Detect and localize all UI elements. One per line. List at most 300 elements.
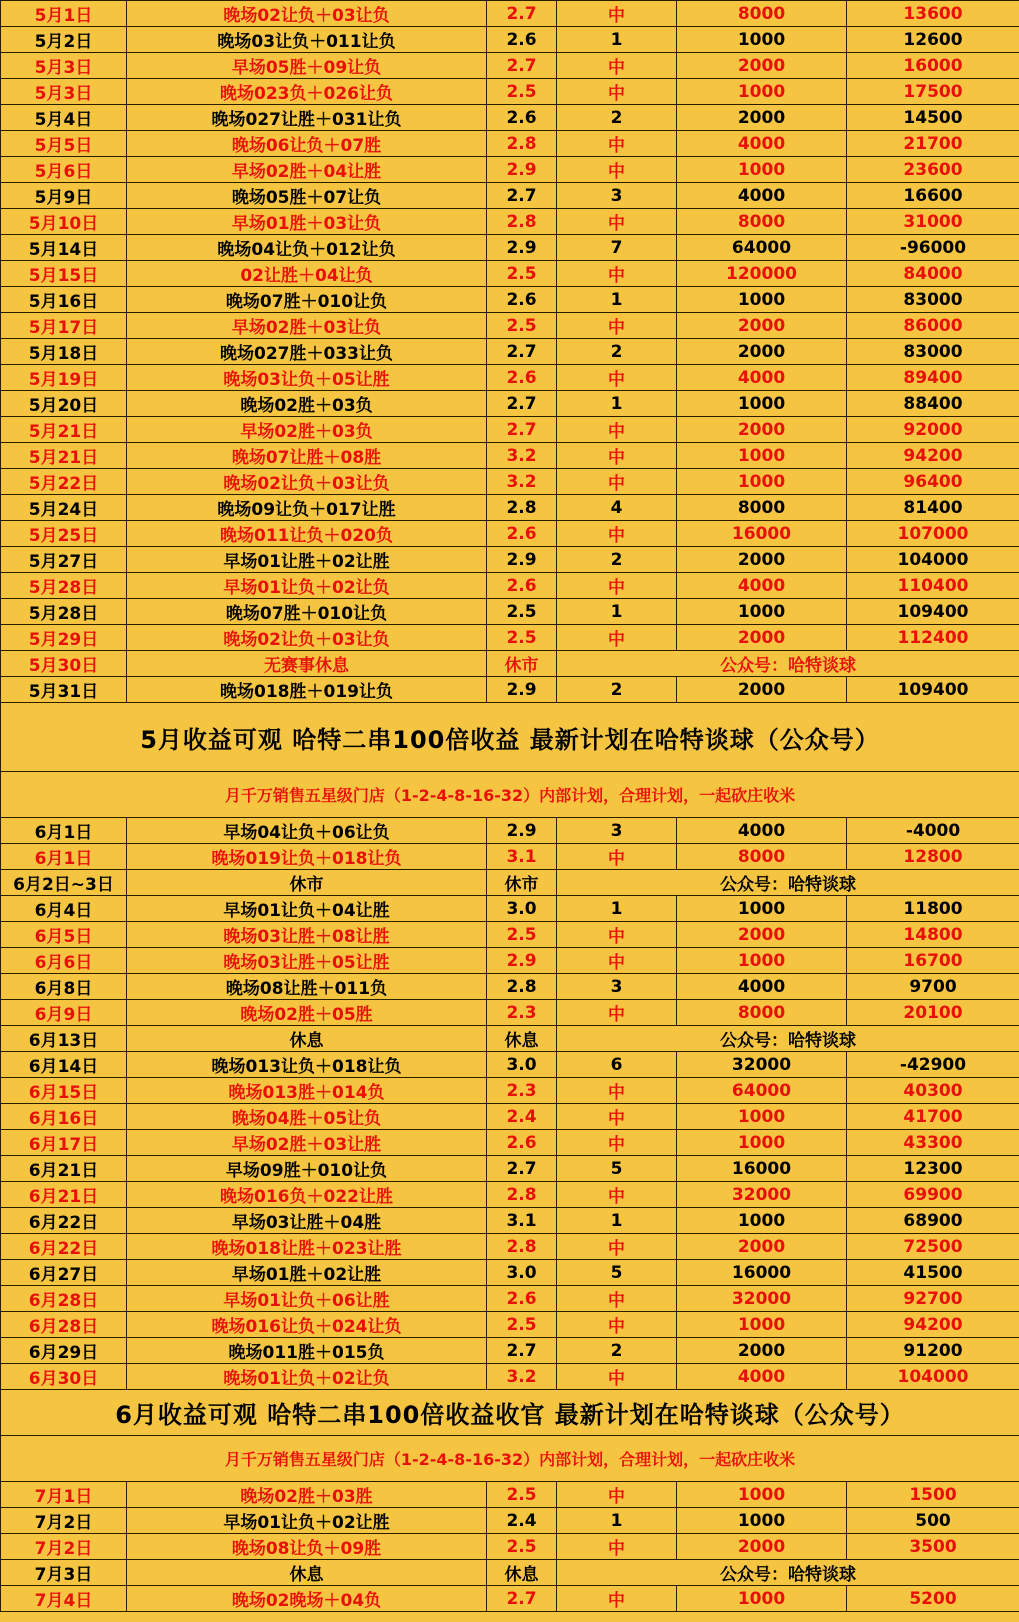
table-row (1, 1104, 1019, 1130)
total-cell: 500 (847, 1508, 1019, 1534)
result-cell: 2 (557, 547, 677, 573)
bet-cell: 晚场03让负＋05让胜 (127, 365, 487, 391)
odds-cell: 2.3 (487, 1000, 557, 1026)
bet-cell: 早场04让负＋06让负 (127, 818, 487, 844)
result-cell: 中 (557, 1586, 677, 1612)
result-cell: 中 (557, 922, 677, 948)
result-cell: 1 (557, 1208, 677, 1234)
result-cell: 中 (557, 313, 677, 339)
table-row (1, 922, 1019, 948)
stake-cell: 4000 (677, 365, 847, 391)
odds-cell: 2.6 (487, 365, 557, 391)
table-row (1, 1260, 1019, 1286)
total-cell: 41700 (847, 1104, 1019, 1130)
bet-cell: 晚场08让胜＋011负 (127, 974, 487, 1000)
odds-cell: 3.0 (487, 1052, 557, 1078)
odds-cell: 2.3 (487, 1078, 557, 1104)
odds-cell: 2.5 (487, 599, 557, 625)
odds-cell: 2.6 (487, 1286, 557, 1312)
bet-cell: 晚场02胜＋03胜 (127, 1482, 487, 1508)
stake-cell: 1000 (677, 1508, 847, 1534)
result-cell: 5 (557, 1260, 677, 1286)
table-row (1, 1364, 1019, 1390)
table-row (1, 1078, 1019, 1104)
bet-cell: 早场09胜＋010让负 (127, 1156, 487, 1182)
table-row (1, 1234, 1019, 1260)
bet-cell: 晚场04让负＋012让负 (127, 235, 487, 261)
odds-cell: 2.6 (487, 27, 557, 53)
stake-cell: 2000 (677, 1534, 847, 1560)
table-row (1, 1026, 1019, 1052)
date-cell: 5月3日 (1, 79, 127, 105)
date-cell: 5月28日 (1, 599, 127, 625)
stake-cell: 2000 (677, 53, 847, 79)
bet-cell: 晚场019让负＋018让负 (127, 844, 487, 870)
promo-row (1, 1436, 1019, 1482)
bet-cell: 02让胜＋04让负 (127, 261, 487, 287)
result-cell: 中 (557, 1130, 677, 1156)
total-cell: -42900 (847, 1052, 1019, 1078)
stake-cell: 1000 (677, 287, 847, 313)
odds-cell: 2.7 (487, 1338, 557, 1364)
table-row (1, 974, 1019, 1000)
stake-cell: 2000 (677, 922, 847, 948)
table-row (1, 1, 1019, 27)
bet-cell: 早场02胜＋03让负 (127, 313, 487, 339)
bet-cell: 早场03让胜＋04胜 (127, 1208, 487, 1234)
bet-cell: 晚场016让负＋024让负 (127, 1312, 487, 1338)
result-cell: 1 (557, 391, 677, 417)
total-cell: 20100 (847, 1000, 1019, 1026)
total-cell: -96000 (847, 235, 1019, 261)
bet-cell: 晚场02让负＋03让负 (127, 625, 487, 651)
date-cell: 5月14日 (1, 235, 127, 261)
total-cell: 14800 (847, 922, 1019, 948)
date-cell: 6月5日 (1, 922, 127, 948)
table-row (1, 261, 1019, 287)
result-cell: 中 (557, 948, 677, 974)
table-row (1, 1534, 1019, 1560)
total-cell: 68900 (847, 1208, 1019, 1234)
bet-cell: 晚场06让负＋07胜 (127, 131, 487, 157)
table-row (1, 1338, 1019, 1364)
result-cell: 中 (557, 1, 677, 27)
bet-cell: 晚场013让负＋018让负 (127, 1052, 487, 1078)
total-cell: 12800 (847, 844, 1019, 870)
date-cell: 6月30日 (1, 1364, 127, 1390)
total-cell: 92000 (847, 417, 1019, 443)
total-cell: 81400 (847, 495, 1019, 521)
table-row (1, 1156, 1019, 1182)
total-cell: -4000 (847, 818, 1019, 844)
odds-cell: 2.7 (487, 183, 557, 209)
odds-cell: 2.8 (487, 131, 557, 157)
total-cell: 1500 (847, 1482, 1019, 1508)
date-cell: 5月6日 (1, 157, 127, 183)
stake-cell: 1000 (677, 948, 847, 974)
total-cell: 12600 (847, 27, 1019, 53)
stake-cell: 1000 (677, 443, 847, 469)
stake-cell: 1000 (677, 1130, 847, 1156)
date-cell: 5月22日 (1, 469, 127, 495)
bet-cell: 晚场07让胜＋08胜 (127, 443, 487, 469)
total-cell: 11800 (847, 896, 1019, 922)
result-cell: 中 (557, 1104, 677, 1130)
table-row (1, 1586, 1019, 1612)
total-cell: 72500 (847, 1234, 1019, 1260)
bet-cell: 早场01胜＋03让负 (127, 209, 487, 235)
stake-cell: 2000 (677, 547, 847, 573)
table-row (1, 287, 1019, 313)
bet-cell: 晚场016负＋022让胜 (127, 1182, 487, 1208)
stake-cell: 8000 (677, 495, 847, 521)
date-cell: 6月27日 (1, 1260, 127, 1286)
bet-cell: 无赛事休息 (127, 651, 487, 677)
date-cell: 5月28日 (1, 573, 127, 599)
bet-cell: 晚场07胜＋010让负 (127, 287, 487, 313)
date-cell: 6月4日 (1, 896, 127, 922)
stake-cell: 8000 (677, 1, 847, 27)
odds-cell: 2.8 (487, 974, 557, 1000)
bet-cell: 早场05胜＋09让负 (127, 53, 487, 79)
table-row (1, 1130, 1019, 1156)
odds-cell: 2.6 (487, 105, 557, 131)
stake-cell: 32000 (677, 1052, 847, 1078)
stake-cell: 8000 (677, 844, 847, 870)
summary-banner: 6月收益可观 哈特二串100倍收益收官 最新计划在哈特谈球（公众号） (1, 1390, 1019, 1436)
total-cell: 89400 (847, 365, 1019, 391)
date-cell: 5月9日 (1, 183, 127, 209)
date-cell: 5月5日 (1, 131, 127, 157)
table-row (1, 521, 1019, 547)
table-row (1, 1312, 1019, 1338)
total-cell: 83000 (847, 339, 1019, 365)
result-cell: 中 (557, 365, 677, 391)
result-cell: 中 (557, 53, 677, 79)
stake-cell: 1000 (677, 27, 847, 53)
odds-cell: 2.7 (487, 1, 557, 27)
odds-cell: 2.9 (487, 157, 557, 183)
total-cell: 110400 (847, 573, 1019, 599)
total-cell: 96400 (847, 469, 1019, 495)
bet-cell: 早场02胜＋03让胜 (127, 1130, 487, 1156)
bet-cell: 晚场01让负＋02让负 (127, 1364, 487, 1390)
stake-cell: 32000 (677, 1286, 847, 1312)
stake-cell: 120000 (677, 261, 847, 287)
result-cell: 中 (557, 469, 677, 495)
date-cell: 6月28日 (1, 1312, 127, 1338)
date-cell: 5月2日 (1, 27, 127, 53)
stake-cell: 4000 (677, 818, 847, 844)
table-row (1, 209, 1019, 235)
bet-cell: 晚场027让胜＋031让负 (127, 105, 487, 131)
date-cell: 6月6日 (1, 948, 127, 974)
total-cell: 17500 (847, 79, 1019, 105)
odds-cell: 2.5 (487, 922, 557, 948)
stake-cell: 8000 (677, 1000, 847, 1026)
result-cell: 中 (557, 131, 677, 157)
bet-cell: 晚场05胜＋07让负 (127, 183, 487, 209)
table-row (1, 105, 1019, 131)
odds-cell: 休息 (487, 1026, 557, 1052)
stake-cell: 1000 (677, 1104, 847, 1130)
bet-cell: 早场01让负＋02让胜 (127, 1508, 487, 1534)
note-cell: 公众号：哈特谈球 (557, 1026, 1019, 1052)
total-cell: 14500 (847, 105, 1019, 131)
bet-cell: 晚场011胜＋015负 (127, 1338, 487, 1364)
result-cell: 1 (557, 599, 677, 625)
stake-cell: 64000 (677, 235, 847, 261)
bet-cell: 晚场018让胜＋023让胜 (127, 1234, 487, 1260)
bet-cell: 晚场08让负＋09胜 (127, 1534, 487, 1560)
bet-cell: 晚场04胜＋05让负 (127, 1104, 487, 1130)
result-cell: 3 (557, 818, 677, 844)
odds-cell: 2.5 (487, 313, 557, 339)
date-cell: 6月17日 (1, 1130, 127, 1156)
table-row (1, 79, 1019, 105)
date-cell: 6月2日~3日 (1, 870, 127, 896)
table-row (1, 313, 1019, 339)
stake-cell: 1000 (677, 896, 847, 922)
result-cell: 中 (557, 1364, 677, 1390)
result-cell: 中 (557, 1312, 677, 1338)
bet-cell: 晚场02让负＋03让负 (127, 1, 487, 27)
date-cell: 5月19日 (1, 365, 127, 391)
total-cell: 92700 (847, 1286, 1019, 1312)
total-cell: 3500 (847, 1534, 1019, 1560)
total-cell: 94200 (847, 443, 1019, 469)
bet-cell: 早场01让负＋02让负 (127, 573, 487, 599)
odds-cell: 3.2 (487, 469, 557, 495)
result-cell: 中 (557, 79, 677, 105)
date-cell: 5月4日 (1, 105, 127, 131)
stake-cell: 4000 (677, 1364, 847, 1390)
stake-cell: 2000 (677, 677, 847, 703)
total-cell: 40300 (847, 1078, 1019, 1104)
date-cell: 6月28日 (1, 1286, 127, 1312)
bet-cell: 晚场011让负＋020负 (127, 521, 487, 547)
date-cell: 6月29日 (1, 1338, 127, 1364)
result-cell: 中 (557, 521, 677, 547)
total-cell: 84000 (847, 261, 1019, 287)
date-cell: 6月21日 (1, 1182, 127, 1208)
odds-cell: 2.4 (487, 1508, 557, 1534)
result-cell: 5 (557, 1156, 677, 1182)
stake-cell: 1000 (677, 1482, 847, 1508)
date-cell: 5月16日 (1, 287, 127, 313)
table-row (1, 1182, 1019, 1208)
odds-cell: 2.6 (487, 1130, 557, 1156)
result-cell: 中 (557, 1482, 677, 1508)
odds-cell: 3.0 (487, 896, 557, 922)
result-cell: 中 (557, 443, 677, 469)
stake-cell: 2000 (677, 417, 847, 443)
table-row (1, 27, 1019, 53)
date-cell: 5月10日 (1, 209, 127, 235)
result-cell: 3 (557, 183, 677, 209)
date-cell: 5月30日 (1, 651, 127, 677)
bet-cell: 晚场027胜＋033让负 (127, 339, 487, 365)
odds-cell: 3.2 (487, 1364, 557, 1390)
total-cell: 104000 (847, 547, 1019, 573)
note-cell: 公众号：哈特谈球 (557, 1560, 1019, 1586)
summary-banner-row (1, 1390, 1019, 1436)
bet-cell: 晚场09让负＋017让胜 (127, 495, 487, 521)
total-cell: 107000 (847, 521, 1019, 547)
stake-cell: 2000 (677, 1338, 847, 1364)
odds-cell: 2.7 (487, 1586, 557, 1612)
stake-cell: 2000 (677, 105, 847, 131)
date-cell: 5月17日 (1, 313, 127, 339)
bet-cell: 晚场02晚场＋04负 (127, 1586, 487, 1612)
odds-cell: 2.5 (487, 1312, 557, 1338)
result-cell: 中 (557, 573, 677, 599)
date-cell: 6月8日 (1, 974, 127, 1000)
odds-cell: 2.8 (487, 495, 557, 521)
bet-cell: 晚场03让负＋011让负 (127, 27, 487, 53)
result-cell: 2 (557, 1338, 677, 1364)
result-cell: 中 (557, 1534, 677, 1560)
date-cell: 7月2日 (1, 1508, 127, 1534)
table-row (1, 599, 1019, 625)
odds-cell: 3.1 (487, 844, 557, 870)
odds-cell: 2.9 (487, 677, 557, 703)
result-cell: 中 (557, 1182, 677, 1208)
note-cell: 公众号：哈特谈球 (557, 870, 1019, 896)
table-row (1, 495, 1019, 521)
odds-cell: 2.5 (487, 1534, 557, 1560)
table-row (1, 677, 1019, 703)
table-row (1, 818, 1019, 844)
table-row (1, 1052, 1019, 1078)
bet-cell: 晚场02胜＋05胜 (127, 1000, 487, 1026)
bet-cell: 晚场013胜＋014负 (127, 1078, 487, 1104)
odds-cell: 3.2 (487, 443, 557, 469)
date-cell: 5月20日 (1, 391, 127, 417)
result-cell: 2 (557, 105, 677, 131)
result-cell: 中 (557, 157, 677, 183)
bet-cell: 早场02胜＋04让胜 (127, 157, 487, 183)
total-cell: 112400 (847, 625, 1019, 651)
promo-text: 月千万销售五星级门店（1-2-4-8-16-32）内部计划，合理计划，一起砍庄收米 (1, 1436, 1019, 1482)
table-row (1, 651, 1019, 677)
table-row (1, 391, 1019, 417)
result-cell: 中 (557, 1286, 677, 1312)
table-row (1, 1508, 1019, 1534)
result-cell: 6 (557, 1052, 677, 1078)
stake-cell: 16000 (677, 1260, 847, 1286)
stake-cell: 2000 (677, 313, 847, 339)
table-row (1, 131, 1019, 157)
date-cell: 6月14日 (1, 1052, 127, 1078)
bet-cell: 晚场018胜＋019让负 (127, 677, 487, 703)
bet-cell: 休息 (127, 1560, 487, 1586)
bet-cell: 早场01让负＋04让胜 (127, 896, 487, 922)
table-row (1, 157, 1019, 183)
date-cell: 7月2日 (1, 1534, 127, 1560)
result-cell: 3 (557, 974, 677, 1000)
result-cell: 中 (557, 417, 677, 443)
stake-cell: 1000 (677, 391, 847, 417)
odds-cell: 2.8 (487, 1182, 557, 1208)
result-cell: 中 (557, 1078, 677, 1104)
date-cell: 7月4日 (1, 1586, 127, 1612)
total-cell: 109400 (847, 677, 1019, 703)
odds-cell: 2.6 (487, 521, 557, 547)
date-cell: 5月27日 (1, 547, 127, 573)
stake-cell: 4000 (677, 573, 847, 599)
table-row (1, 469, 1019, 495)
table-row (1, 1560, 1019, 1586)
stake-cell: 4000 (677, 183, 847, 209)
date-cell: 5月29日 (1, 625, 127, 651)
total-cell: 83000 (847, 287, 1019, 313)
odds-cell: 2.7 (487, 339, 557, 365)
table-row (1, 870, 1019, 896)
stake-cell: 16000 (677, 1156, 847, 1182)
table-row (1, 183, 1019, 209)
table-row (1, 443, 1019, 469)
table-row (1, 625, 1019, 651)
stake-cell: 8000 (677, 209, 847, 235)
stake-cell: 1000 (677, 79, 847, 105)
total-cell: 104000 (847, 1364, 1019, 1390)
odds-cell: 2.7 (487, 417, 557, 443)
odds-cell: 2.7 (487, 1156, 557, 1182)
bet-cell: 晚场02让负＋03让负 (127, 469, 487, 495)
result-cell: 中 (557, 625, 677, 651)
table-row (1, 235, 1019, 261)
summary-banner: 5月收益可观 哈特二串100倍收益 最新计划在哈特谈球（公众号） (1, 703, 1019, 772)
table-row (1, 417, 1019, 443)
total-cell: 5200 (847, 1586, 1019, 1612)
odds-cell: 2.7 (487, 53, 557, 79)
date-cell: 6月22日 (1, 1234, 127, 1260)
result-cell: 2 (557, 339, 677, 365)
table-row (1, 53, 1019, 79)
date-cell: 6月9日 (1, 1000, 127, 1026)
date-cell: 5月15日 (1, 261, 127, 287)
date-cell: 5月24日 (1, 495, 127, 521)
result-cell: 中 (557, 209, 677, 235)
odds-cell: 休市 (487, 651, 557, 677)
table-row (1, 1286, 1019, 1312)
result-cell: 1 (557, 287, 677, 313)
odds-cell: 2.8 (487, 209, 557, 235)
stake-cell: 4000 (677, 131, 847, 157)
stake-cell: 1000 (677, 1208, 847, 1234)
bet-cell: 休市 (127, 870, 487, 896)
total-cell: 9700 (847, 974, 1019, 1000)
odds-cell: 2.5 (487, 261, 557, 287)
result-cell: 中 (557, 261, 677, 287)
odds-cell: 3.1 (487, 1208, 557, 1234)
promo-text: 月千万销售五星级门店（1-2-4-8-16-32）内部计划，合理计划，一起砍庄收米 (1, 772, 1019, 818)
total-cell: 43300 (847, 1130, 1019, 1156)
odds-cell: 2.9 (487, 547, 557, 573)
total-cell: 109400 (847, 599, 1019, 625)
table-row (1, 547, 1019, 573)
date-cell: 5月18日 (1, 339, 127, 365)
odds-cell: 2.9 (487, 235, 557, 261)
stake-cell: 1000 (677, 1586, 847, 1612)
stake-cell: 2000 (677, 1234, 847, 1260)
total-cell: 31000 (847, 209, 1019, 235)
result-cell: 1 (557, 896, 677, 922)
bet-cell: 早场01让胜＋02让胜 (127, 547, 487, 573)
result-cell: 中 (557, 844, 677, 870)
date-cell: 6月13日 (1, 1026, 127, 1052)
